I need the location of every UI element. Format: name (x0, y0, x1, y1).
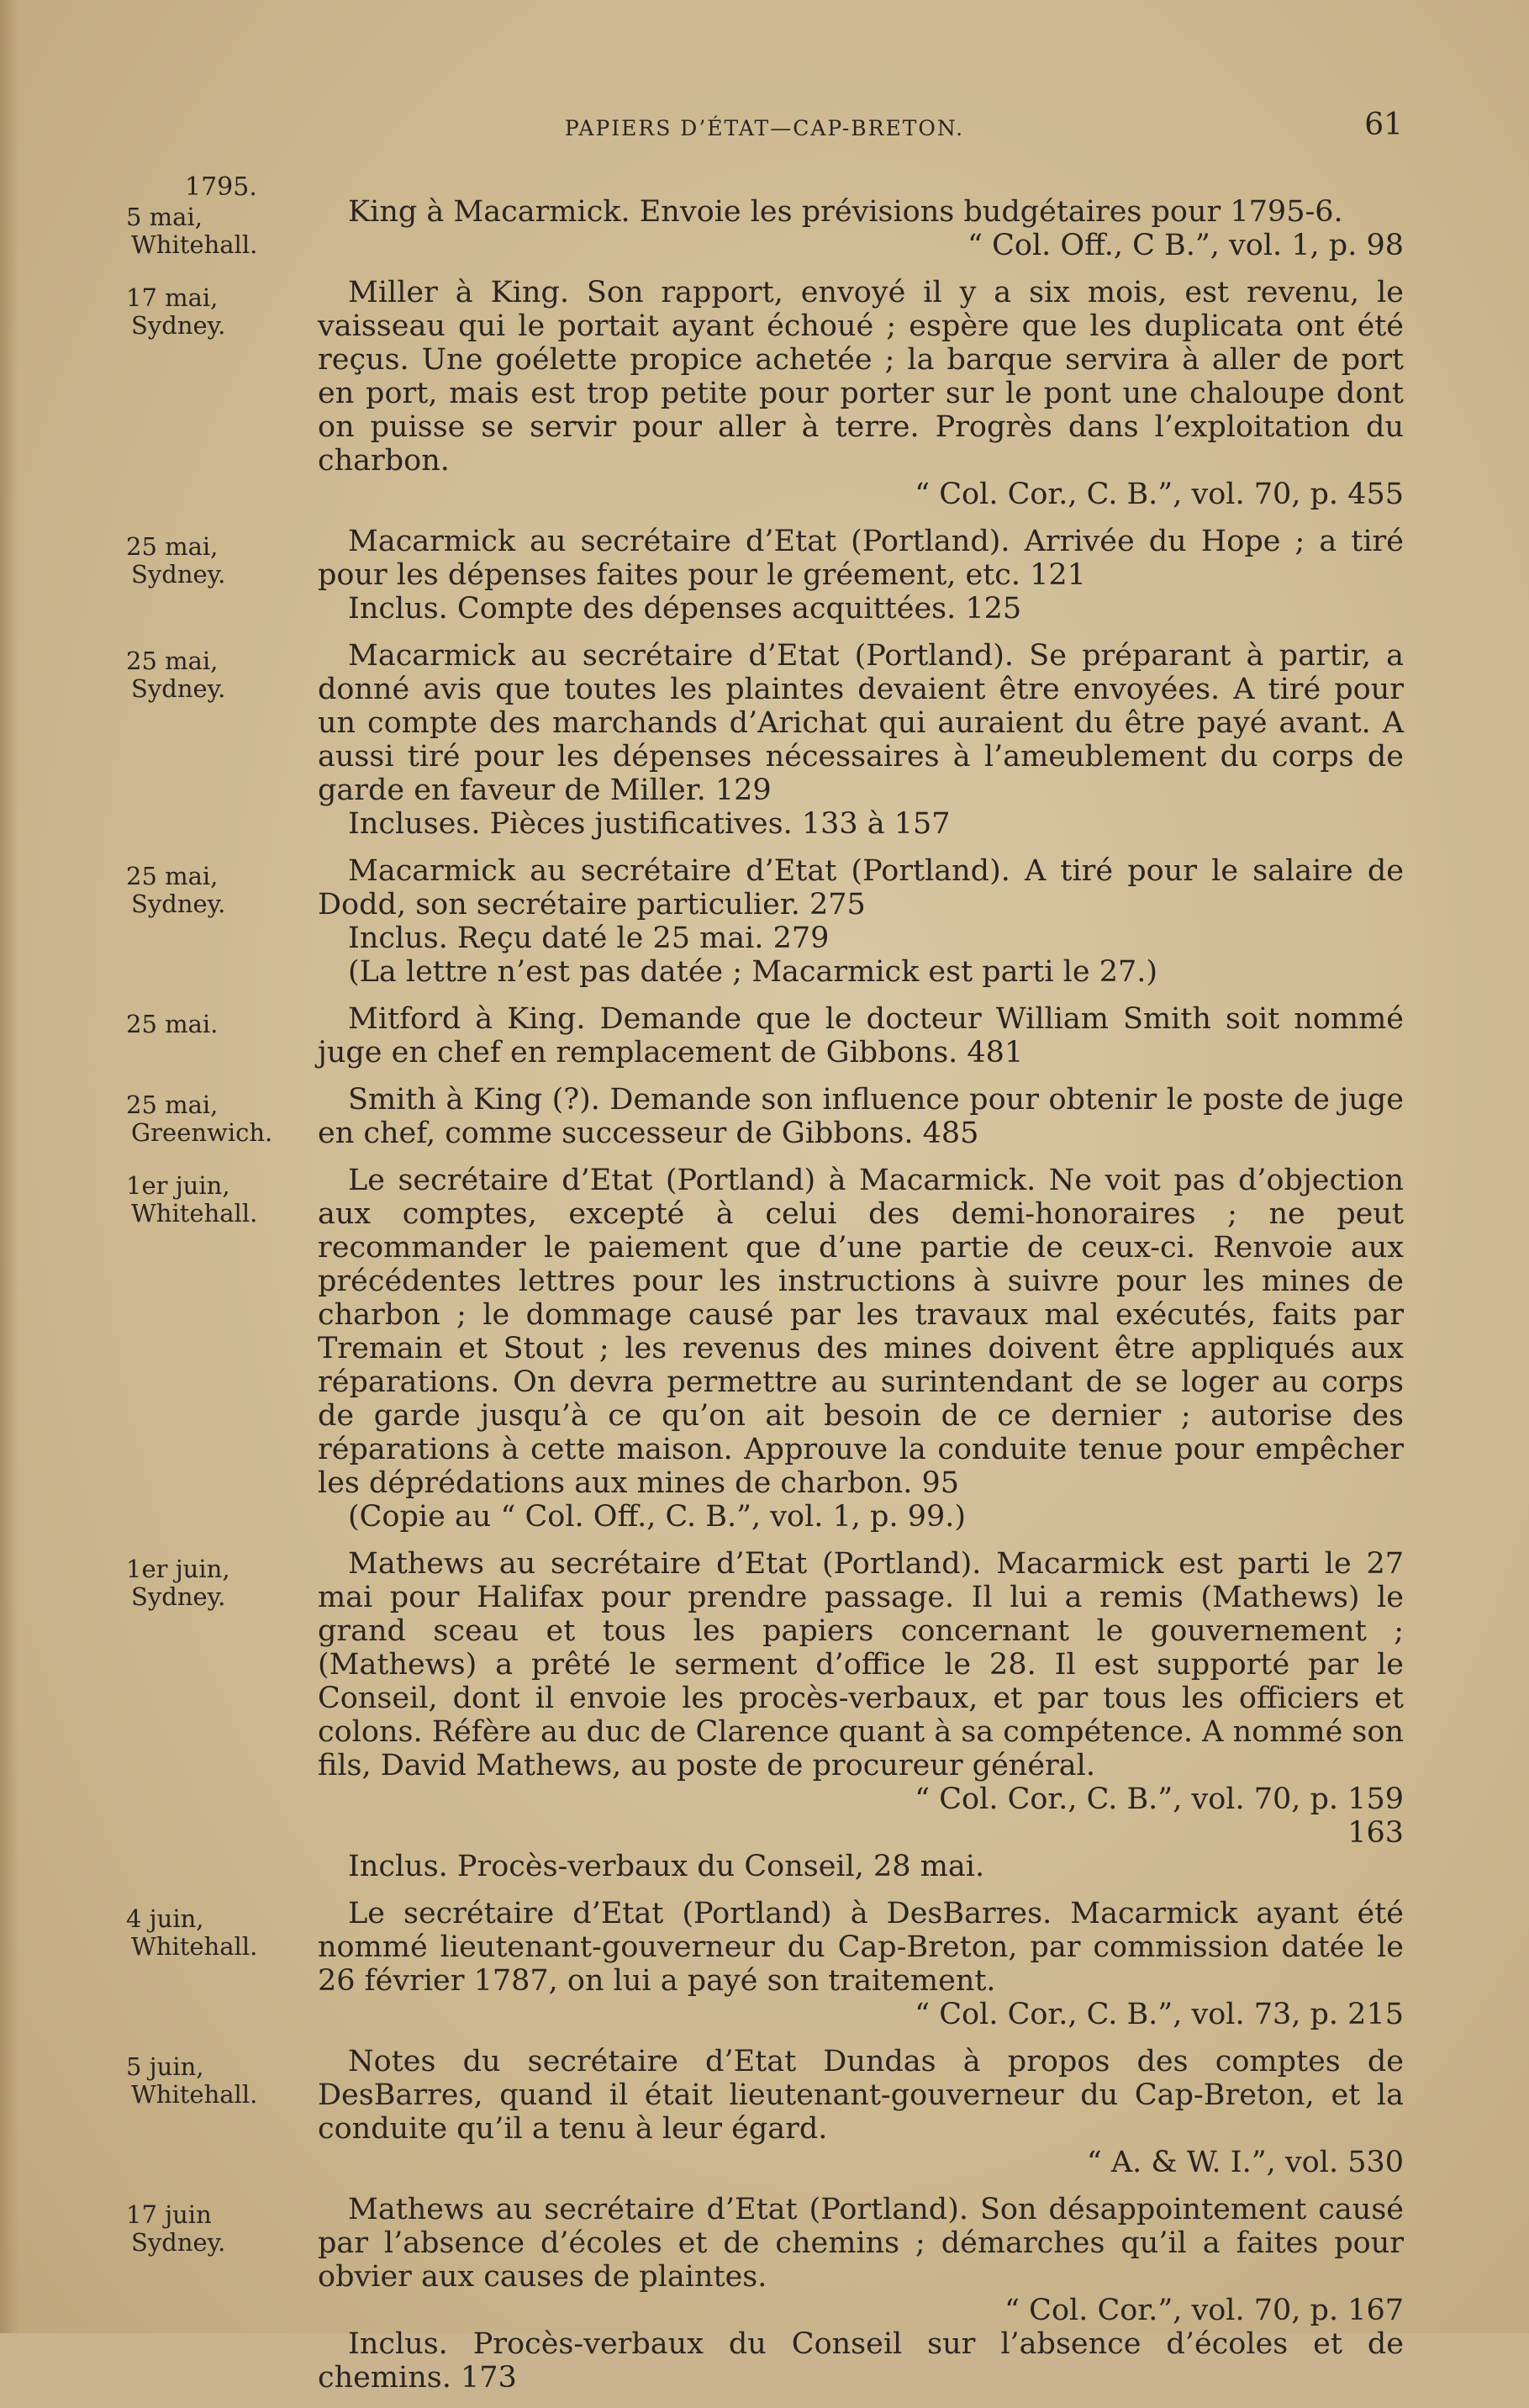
date-day: 17 juin (126, 2200, 212, 2229)
enclosure-line: Inclus. Reçu daté le 25 mai. 279 (348, 921, 830, 955)
entry-text: Notes du secrétaire d’Etat Dundas à propos des comptes de DesBarres, quand il était lieutenant-gouverneur du Cap-Breton, et la conduite qu’il a tenu à leur égard. (318, 2045, 1404, 2146)
year-marker: 1795. (185, 172, 257, 202)
entry-body (318, 1164, 1404, 1534)
entry-body (318, 1547, 1404, 1883)
entry-body (318, 525, 1404, 626)
enclosure-line: Incluses. Pièces justificatives. 133 à 157 (348, 807, 951, 841)
enclosure-line: Inclus. Procès-verbaux du Conseil, 28 mai. (348, 1850, 985, 1883)
date-place: Whitehall. (131, 1199, 258, 1228)
date-day: 25 mai, (126, 1090, 219, 1119)
running-head: PAPIERS D’ÉTAT—CAP-BRETON. (564, 116, 965, 140)
entry-text: Macarmick au secrétaire d’Etat (Portland). Arrivée du Hope ; a tiré pour les dépenses faites pour le gréement, etc. 121 (318, 525, 1404, 592)
entry-date (126, 1002, 318, 1069)
entry (126, 2045, 1404, 2179)
entry-text: Le secrétaire d’Etat (Portland) à DesBarres. Macarmick ayant été nommé lieutenant-gouverneur du Cap-Breton, par commission datée le 26 février 1787, on lui a payé son traitement. (318, 1897, 1404, 1998)
entry (126, 1083, 1404, 1150)
entry-note: (La lettre n’est pas datée ; Macarmick est parti le 27.) (348, 955, 1158, 989)
entry-body (318, 854, 1404, 989)
page-number: 61 (1364, 108, 1403, 142)
calendar-entries (126, 195, 1404, 2408)
entry-text: Le secrétaire d’Etat (Portland) à Macarmick. Ne voit pas d’objection aux comptes, excepté à celui des demi-honoraires ; ne peut recommander le paiement que d’une partie de ceux-ci. Renvoie aux précédentes lettres pour les instructions à suivre pour les mines de charbon ; le dommage causé par les travaux mal exécutés, faits par Tremain et Stout ; les revenus des mines doivent être appliqués aux réparations. On devra permettre au surintendant de se loger au corps de garde jusqu’à ce qu’on ait besoin de ce dernier ; autorise des réparations à cette maison. Approuve la conduite tenue pour empêcher les déprédations aux mines de charbon. 95 (318, 1164, 1404, 1500)
entry-text: Mathews au secrétaire d’Etat (Portland). Macarmick est parti le 27 mai pour Halifax pour prendre passage. Il lui a remis (Mathews) le grand sceau et tous les papiers concernant le gouvernement ; (Mathews) a prêté le serment d’office le 28. Il est supporté par le Conseil, dont il envoie les procès-verbaux, et par tous les officiers et colons. Réfère au duc de Clarence quant à sa compétence. A nommé son fils, David Mathews, au poste de procureur général. (318, 1547, 1404, 1782)
entry-note: (Copie au “ Col. Off., C. B.”, vol. 1, p. 99.) (348, 1500, 967, 1534)
entry (126, 1547, 1404, 1883)
entry (126, 525, 1404, 626)
entry-text: Miller à King. Son rapport, envoyé il y a six mois, est revenu, le vaisseau qui le portait ayant échoué ; espère que les duplicata ont été reçus. Une goélette propice achetée ; la barque servira à aller de port en port, mais est trop petite pour porter sur le pont une chaloupe dont on puisse se servir pour aller à terre. Progrès dans l’exploitation du charbon. (318, 276, 1404, 478)
page-edge-shadow (0, 0, 18, 2333)
entry-text: Mitford à King. Demande que le docteur William Smith soit nommé juge en chef en remplacement de Gibbons. 481 (318, 1002, 1404, 1069)
date-place: Greenwich. (131, 1118, 273, 1147)
date-place: Sydney. (131, 674, 226, 703)
entry-text: Macarmick au secrétaire d’Etat (Portland). A tiré pour le salaire de Dodd, son secrétaire particulier. 275 (318, 854, 1404, 921)
entry (126, 1002, 1404, 1069)
entry-date (126, 1083, 318, 1150)
entry-page-ref: 163 (1347, 1816, 1404, 1850)
entry-date (126, 1164, 318, 1534)
entry-body (318, 1083, 1404, 1150)
entry-reference: “ Col. Cor., C. B.”, vol. 73, p. 215 (915, 1998, 1404, 2031)
entry-date (126, 854, 318, 989)
entry-date (126, 1547, 318, 1883)
date-place: Sydney. (131, 1582, 226, 1611)
entry (126, 2193, 1404, 2395)
entry-body (318, 639, 1404, 841)
entry (126, 1897, 1404, 2031)
date-place: Whitehall. (131, 2080, 258, 2109)
date-place: Whitehall. (131, 1932, 258, 1961)
entry (126, 276, 1404, 511)
entry-date (126, 639, 318, 841)
entry-reference: “ Col. Cor., C. B.”, vol. 70, p. 159 (915, 1782, 1404, 1816)
date-place: Sydney. (131, 2228, 226, 2257)
entry-body (318, 2193, 1404, 2395)
date-day: 25 mai, (126, 532, 219, 561)
entry (126, 639, 1404, 841)
entry-body (318, 276, 1404, 511)
entry-date (126, 525, 318, 626)
date-day: 5 mai, (126, 203, 203, 231)
date-day: 4 juin, (126, 1904, 204, 1933)
date-day: 25 mai. (126, 1010, 219, 1038)
entry-date (126, 276, 318, 511)
entry-text: King à Macarmick. Envoie les prévisions budgétaires pour 1795-6. (348, 195, 1343, 229)
entry-text: Macarmick au secrétaire d’Etat (Portland). Se préparant à partir, a donné avis que toutes les plaintes devaient être envoyées. A tiré pour un compte des marchands d’Arichat qui auraient du être payé avant. A aussi tiré pour les dépenses nécessaires à l’ameublement du corps de garde en faveur de Miller. 129 (318, 639, 1404, 807)
entry-body (318, 1002, 1404, 1069)
entry-date (126, 1897, 318, 2031)
date-day: 25 mai, (126, 862, 219, 890)
date-day: 1er juin, (126, 1171, 230, 1200)
entry-reference: “ Col. Off., C B.”, vol. 1, p. 98 (967, 229, 1404, 262)
entry-body (318, 195, 1404, 262)
enclosure-line: Inclus. Procès-verbaux du Conseil sur l’absence d’écoles et de chemins. 173 (318, 2327, 1404, 2395)
date-place: Sydney. (131, 311, 226, 340)
date-place: Sydney. (131, 560, 226, 589)
entry (126, 1164, 1404, 1534)
entry (126, 854, 1404, 989)
entry (126, 195, 1404, 262)
entry-body (318, 1897, 1404, 2031)
enclosure-line: Inclus. Compte des dépenses acquittées. 125 (348, 592, 1022, 626)
date-place: Whitehall. (131, 230, 258, 259)
entry-date (126, 2193, 318, 2395)
entry-body (318, 2045, 1404, 2179)
entry-date (126, 195, 318, 262)
entry-reference: “ Col. Cor., C. B.”, vol. 70, p. 455 (915, 478, 1404, 511)
date-day: 25 mai, (126, 647, 219, 675)
entry-date (126, 2045, 318, 2179)
date-day: 5 juin, (126, 2052, 204, 2081)
entry-reference: “ A. & W. I.”, vol. 530 (1086, 2146, 1404, 2179)
entry-text: Mathews au secrétaire d’Etat (Portland). Son désappointement causé par l’absence d’écoles et de chemins ; démarches qu’il a faites pour obvier aux causes de plaintes. (318, 2193, 1404, 2294)
date-place: Sydney. (131, 890, 226, 918)
entry-text: Smith à King (?). Demande son influence pour obtenir le poste de juge en chef, comme successeur de Gibbons. 485 (318, 1083, 1404, 1150)
date-day: 1er juin, (126, 1555, 230, 1583)
entry-reference: “ Col. Cor.”, vol. 70, p. 167 (1004, 2294, 1404, 2327)
page-header (0, 108, 1529, 158)
date-day: 17 mai, (126, 283, 219, 312)
